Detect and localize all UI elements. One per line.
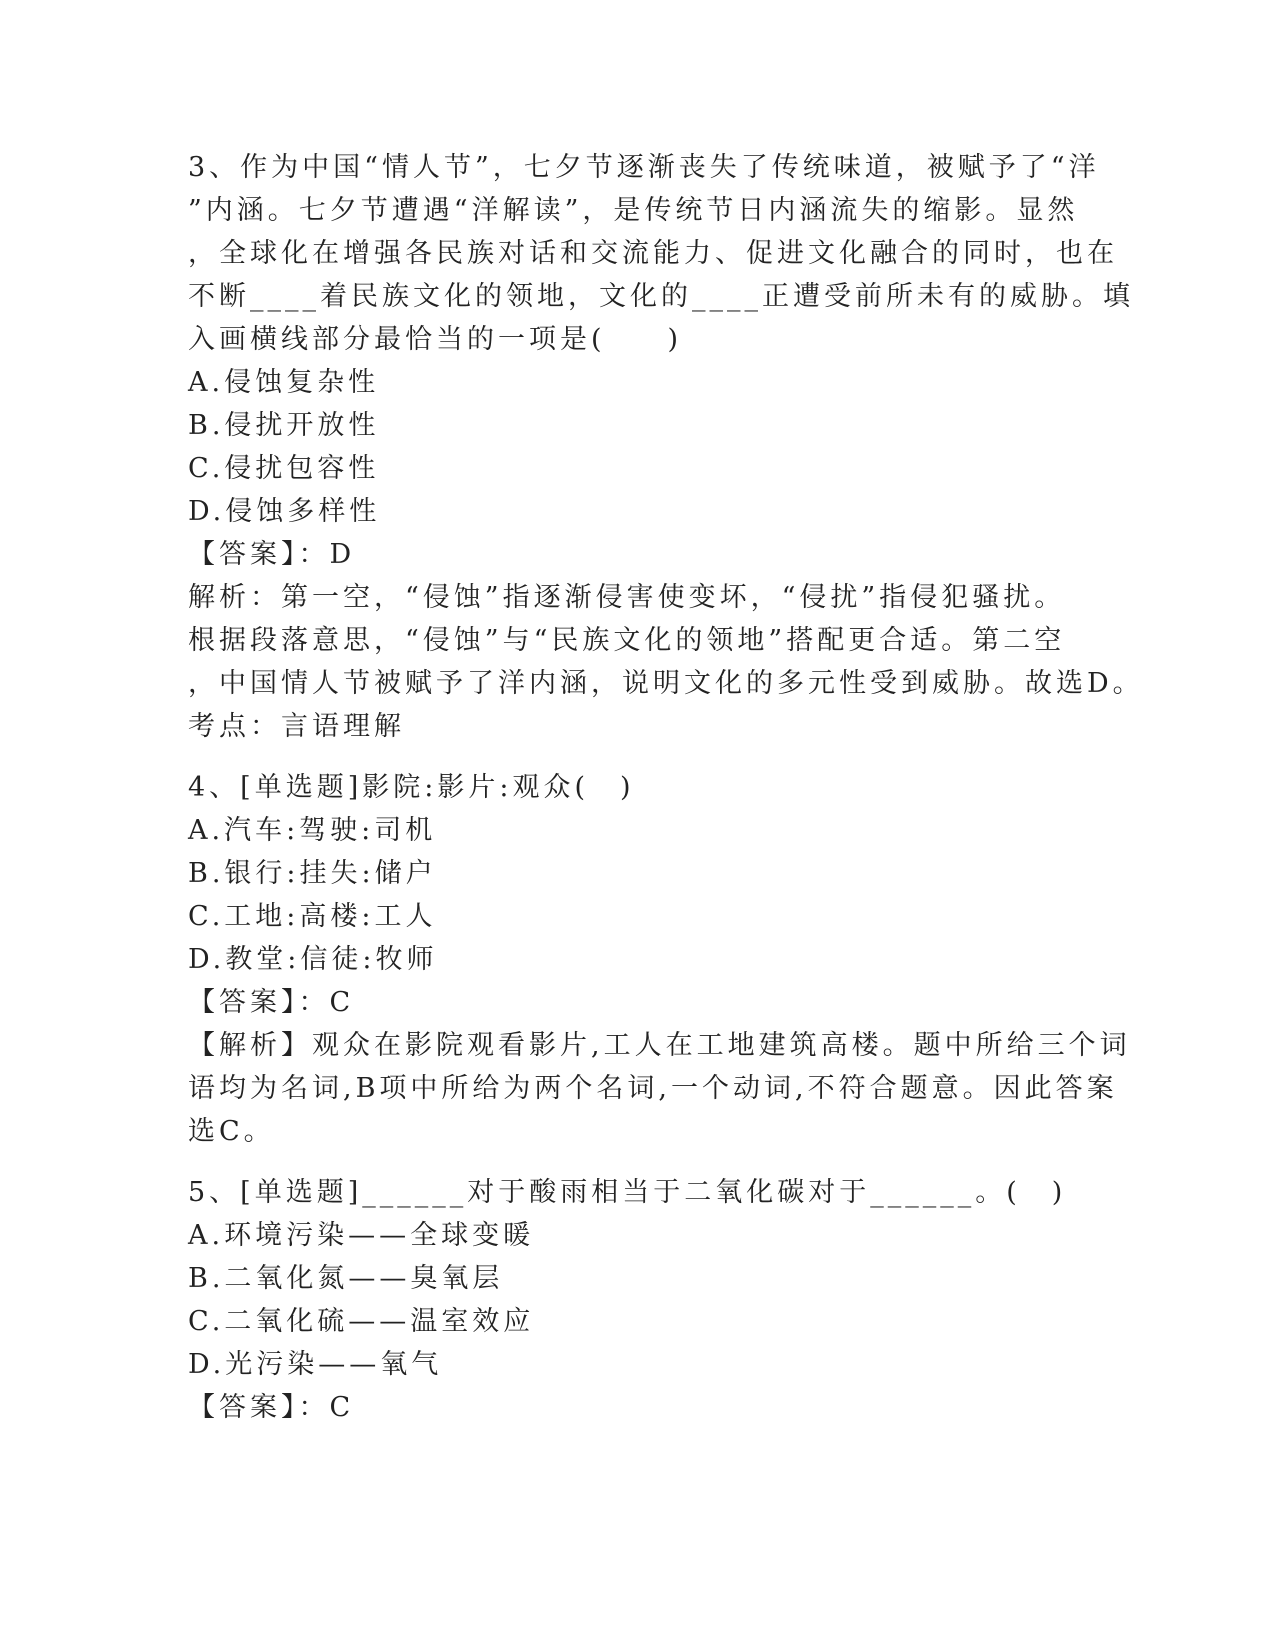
question-stem-line: ，全球化在增强各民族对话和交流能力、促进文化融合的同时，也在 xyxy=(188,238,1118,269)
option-c: C.侵扰包容性 xyxy=(188,453,380,484)
question-4 xyxy=(188,766,1131,1153)
question-stem-line: ”内涵。七夕节遭遇“洋解读”，是传统节日内涵流失的缩影。显然 xyxy=(188,195,1079,226)
analysis-line: 语均为名词,B项中所给为两个名词,一个动词,不符合题意。因此答案 xyxy=(188,1073,1118,1104)
option-c: C.工地:高楼:工人 xyxy=(188,901,437,932)
answer-line: 【答案】：D xyxy=(188,539,356,570)
option-a: A.环境污染——全球变暖 xyxy=(188,1220,535,1251)
question-3 xyxy=(188,146,1144,748)
option-d: D.教堂:信徒:牧师 xyxy=(188,944,438,975)
question-stem-line: 不断____着民族文化的领地，文化的____正遭受前所未有的威胁。填 xyxy=(188,281,1134,312)
option-a: A.汽车:驾驶:司机 xyxy=(188,815,437,846)
analysis-line: 选C。 xyxy=(188,1116,275,1147)
question-stem-line: 3、作为中国“情人节”，七夕节逐渐丧失了传统味道，被赋予了“洋 xyxy=(188,152,1100,183)
option-b: B.侵扰开放性 xyxy=(188,410,380,441)
option-d: D.侵蚀多样性 xyxy=(188,496,381,527)
question-5 xyxy=(188,1171,1088,1429)
analysis-line: 解析：第一空，“侵蚀”指逐渐侵害使变坏，“侵扰”指侵犯骚扰。 xyxy=(188,582,1066,613)
analysis-line: 根据段落意思，“侵蚀”与“民族文化的领地”搭配更合适。第二空 xyxy=(188,625,1066,656)
option-d: D.光污染——氧气 xyxy=(188,1349,443,1380)
analysis-line: 【解析】观众在影院观看影片,工人在工地建筑高楼。题中所给三个词 xyxy=(188,1030,1131,1061)
analysis-line: 考点：言语理解 xyxy=(188,711,405,742)
option-b: B.二氧化氮——臭氧层 xyxy=(188,1263,504,1294)
option-a: A.侵蚀复杂性 xyxy=(188,367,380,398)
option-c: C.二氧化硫——温室效应 xyxy=(188,1306,535,1337)
question-stem-line: 5、[单选题]______对于酸雨相当于二氧化碳对于______。( ) xyxy=(188,1177,1067,1208)
answer-line: 【答案】：C xyxy=(188,987,355,1018)
question-stem-line: 4、[单选题]影院:影片:观众( ) xyxy=(188,772,635,803)
option-b: B.银行:挂失:储户 xyxy=(188,858,437,889)
analysis-line: ，中国情人节被赋予了洋内涵，说明文化的多元性受到威胁。故选D。 xyxy=(188,668,1144,699)
document-page xyxy=(188,146,1144,1429)
question-stem-line: 入画横线部分最恰当的一项是( ) xyxy=(188,324,683,355)
answer-line: 【答案】：C xyxy=(188,1392,355,1423)
